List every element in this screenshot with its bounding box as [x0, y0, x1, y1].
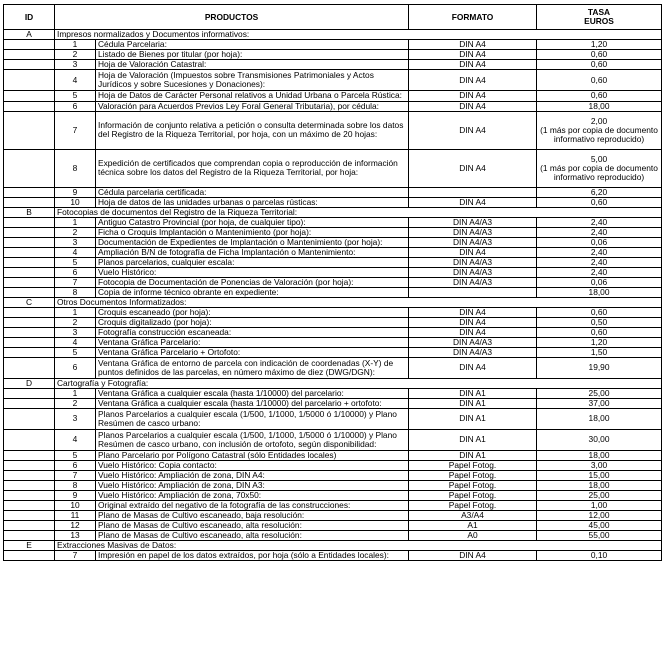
item-tasa: 25,00: [588, 490, 610, 500]
table-row: [4, 149, 662, 187]
item-number: 2: [55, 227, 96, 237]
item-tasa: 0,06: [590, 277, 608, 287]
section-title: Cartografía y Fotografía:: [55, 378, 662, 388]
row-id-cell: [4, 247, 55, 257]
item-number: 4: [55, 337, 96, 347]
item-tasa-cell: [537, 91, 662, 102]
item-tasa: 2,40: [590, 257, 608, 267]
table-row: [4, 408, 662, 429]
row-id-cell: [4, 227, 55, 237]
row-id-cell: [4, 217, 55, 227]
item-tasa-cell: [537, 277, 662, 287]
item-number: 1: [55, 217, 96, 227]
item-number: 1: [55, 388, 96, 398]
item-number: 3: [55, 237, 96, 247]
item-formato: A3/A4: [409, 510, 537, 520]
item-producto: Fotocopia de Documentación de Ponencias de Valoración (por hoja):: [96, 277, 409, 287]
item-producto: Planos parcelarios, cualquier escala:: [96, 257, 409, 267]
item-tasa-cell: [537, 149, 662, 187]
item-tasa-cell: [537, 550, 662, 560]
table-row: [4, 327, 662, 337]
item-number: 9: [55, 490, 96, 500]
item-producto: Ficha o Croquis Implantación o Mantenimiento (por hoja):: [96, 227, 409, 237]
item-tasa-cell: [537, 307, 662, 317]
item-formato: Papel Fotog.: [409, 490, 537, 500]
item-tasa-note: (1 más por copia de documento informativo reproducido): [540, 162, 658, 182]
item-producto: Documentación de Expedientes de Implantación o Mantenimiento (por hoja):: [96, 237, 409, 247]
row-id-cell: [4, 111, 55, 149]
item-tasa: 0,60: [590, 74, 608, 85]
item-tasa: 45,00: [588, 520, 610, 530]
item-formato: DIN A4: [409, 149, 537, 187]
section-id: B: [4, 207, 55, 217]
item-tasa: 30,00: [588, 434, 610, 444]
item-number: 5: [55, 347, 96, 357]
item-formato: DIN A1: [409, 429, 537, 450]
item-formato: DIN A4: [409, 60, 537, 70]
item-producto: Plano de Masas de Cultivo escaneado, alta resolución:: [96, 530, 409, 540]
item-formato: DIN A4/A3: [409, 217, 537, 227]
section-id: A: [4, 30, 55, 40]
item-producto: Plano de Masas de Cultivo escaneado, alta resolución:: [96, 520, 409, 530]
item-formato: DIN A4: [409, 197, 537, 207]
item-tasa: 2,40: [590, 247, 608, 257]
table-row: [4, 101, 662, 111]
item-formato: [409, 187, 537, 197]
table-row: [4, 217, 662, 227]
item-tasa-cell: [537, 237, 662, 247]
table-row: [4, 520, 662, 530]
item-tasa-cell: [537, 480, 662, 490]
row-id-cell: [4, 357, 55, 378]
table-row: [4, 277, 662, 287]
item-number: 7: [55, 111, 96, 149]
item-tasa: 1,50: [590, 347, 608, 357]
item-number: 7: [55, 277, 96, 287]
table-row: [4, 60, 662, 70]
item-formato: DIN A4/A3: [409, 227, 537, 237]
item-producto: Vuelo Histórico: Ampliación de zona, 70x50:: [96, 490, 409, 500]
item-producto: Expedición de certificados que comprendan copia o reproducción de información técnica sobre los datos del Registro de la Riqueza Territorial, por hoja:: [96, 149, 409, 187]
item-formato: DIN A1: [409, 398, 537, 408]
item-formato: DIN A4: [409, 50, 537, 60]
row-id-cell: [4, 40, 55, 50]
item-producto: Ventana Gráfica Parcelario + Ortofoto:: [96, 347, 409, 357]
item-tasa: 0,10: [590, 550, 608, 560]
table-row: [4, 429, 662, 450]
item-formato: DIN A4: [409, 247, 537, 257]
item-tasa: 0,60: [590, 307, 608, 317]
item-tasa-note: (1 más por copia de documento informativo reproducido): [540, 124, 658, 144]
item-formato: DIN A4/A3: [409, 347, 537, 357]
section-title: Extracciones Masivas de Datos:: [55, 540, 662, 550]
item-tasa: 12,00: [588, 510, 610, 520]
item-tasa-cell: [537, 490, 662, 500]
row-id-cell: [4, 490, 55, 500]
item-producto: Croquis escaneado (por hoja):: [96, 307, 409, 317]
item-formato: DIN A4: [409, 101, 537, 111]
row-id-cell: [4, 287, 55, 297]
item-producto: Planos Parcelarios a cualquier escala (1/500, 1/1000, 1/5000 ó 1/10000) y Plano Resúmen de casco urbano:: [96, 408, 409, 429]
item-tasa-cell: [537, 257, 662, 267]
row-id-cell: [4, 520, 55, 530]
item-tasa: 0,60: [590, 197, 608, 207]
row-id-cell: [4, 91, 55, 102]
item-tasa-cell: [537, 429, 662, 450]
item-tasa-cell: [537, 388, 662, 398]
table-row: [4, 398, 662, 408]
item-producto: Hoja de datos de las unidades urbanas o parcelas rústicas:: [96, 197, 409, 207]
item-tasa-cell: [537, 111, 662, 149]
item-formato: DIN A4/A3: [409, 267, 537, 277]
item-formato: Papel Fotog.: [409, 460, 537, 470]
item-formato: DIN A4: [409, 91, 537, 102]
item-producto: Listado de Bienes por titular (por hoja):: [96, 50, 409, 60]
item-tasa: 2,00: [590, 115, 608, 126]
item-producto: Hoja de Valoración (Impuestos sobre Transmisiones Patrimoniales y Actos Jurídicos y sobre Sucesiones y Donaciones):: [96, 70, 409, 91]
row-id-cell: [4, 257, 55, 267]
row-id-cell: [4, 450, 55, 460]
table-row: [4, 111, 662, 149]
table-row: [4, 347, 662, 357]
table-row: [4, 357, 662, 378]
item-number: 4: [55, 70, 96, 91]
item-tasa-cell: [537, 520, 662, 530]
item-producto: Ventana Gráfica a cualquier escala (hasta 1/10000) del parcelario + ortofoto:: [96, 398, 409, 408]
row-id-cell: [4, 510, 55, 520]
row-id-cell: [4, 101, 55, 111]
table-row: [4, 227, 662, 237]
row-id-cell: [4, 347, 55, 357]
item-producto: Plano Parcelario por Polígono Catastral (sólo Entidades locales): [96, 450, 409, 460]
item-tasa-cell: [537, 217, 662, 227]
row-id-cell: [4, 197, 55, 207]
item-tasa: 18,00: [588, 101, 610, 111]
header-row: [4, 5, 662, 30]
item-formato: DIN A1: [409, 408, 537, 429]
item-producto: Vuelo Histórico: Ampliación de zona, DIN A4:: [96, 470, 409, 480]
item-number: 4: [55, 247, 96, 257]
item-tasa-cell: [537, 408, 662, 429]
item-tasa-cell: [537, 327, 662, 337]
section-title: Fotocopias de documentos del Registro de la Riqueza Territorial:: [55, 207, 662, 217]
item-number: 2: [55, 317, 96, 327]
item-formato: DIN A4: [409, 40, 537, 50]
item-number: 1: [55, 40, 96, 50]
item-tasa: 0,60: [590, 49, 608, 59]
item-tasa: 1,20: [590, 337, 608, 347]
item-formato: DIN A4: [409, 317, 537, 327]
section-row: [4, 540, 662, 550]
item-tasa: 6,20: [590, 187, 608, 197]
row-id-cell: [4, 50, 55, 60]
item-tasa: 1,20: [590, 39, 608, 49]
item-producto: Ventana Gráfica a cualquier escala (hasta 1/10000) del parcelario:: [96, 388, 409, 398]
item-formato: Papel Fotog.: [409, 470, 537, 480]
item-tasa: 2,40: [590, 227, 608, 237]
row-id-cell: [4, 317, 55, 327]
table-row: [4, 197, 662, 207]
item-tasa: 18,00: [588, 287, 610, 297]
header-formato: FORMATO: [409, 5, 537, 30]
table-row: [4, 50, 662, 60]
item-tasa: 2,40: [590, 267, 608, 277]
table-row: [4, 460, 662, 470]
item-producto: Antiguo Catastro Provincial (por hoja, de cualquier tipo):: [96, 217, 409, 227]
item-number: 3: [55, 327, 96, 337]
item-formato: DIN A4: [409, 307, 537, 317]
item-number: 7: [55, 550, 96, 560]
item-tasa: 0,60: [590, 327, 608, 337]
item-number: 2: [55, 398, 96, 408]
row-id-cell: [4, 398, 55, 408]
row-id-cell: [4, 307, 55, 317]
item-tasa-cell: [537, 510, 662, 520]
table-row: [4, 187, 662, 197]
item-number: 9: [55, 187, 96, 197]
item-formato: [409, 287, 537, 297]
item-formato: DIN A1: [409, 388, 537, 398]
item-tasa-cell: [537, 317, 662, 327]
item-tasa: 3,00: [590, 460, 608, 470]
item-tasa-cell: [537, 398, 662, 408]
table-row: [4, 237, 662, 247]
item-tasa-cell: [537, 500, 662, 510]
section-id: D: [4, 378, 55, 388]
row-id-cell: [4, 530, 55, 540]
item-tasa: 0,60: [590, 90, 608, 101]
item-number: 7: [55, 470, 96, 480]
item-formato: DIN A1: [409, 450, 537, 460]
item-tasa: 0,60: [590, 59, 608, 69]
item-number: 4: [55, 429, 96, 450]
item-producto: Cédula Parcelaria:: [96, 40, 409, 50]
item-tasa: 55,00: [588, 530, 610, 540]
item-tasa: 18,00: [588, 413, 610, 423]
item-producto: Original extraído del negativo de la fotografía de las construcciones:: [96, 500, 409, 510]
item-producto: Copia de informe técnico obrante en expediente:: [96, 287, 409, 297]
item-tasa-cell: [537, 267, 662, 277]
item-number: 3: [55, 60, 96, 70]
table-row: [4, 267, 662, 277]
item-tasa: 0,50: [590, 317, 608, 327]
row-id-cell: [4, 337, 55, 347]
item-number: 5: [55, 450, 96, 460]
item-producto: Cédula parcelaria certificada:: [96, 187, 409, 197]
row-id-cell: [4, 500, 55, 510]
table-row: [4, 500, 662, 510]
item-producto: Vuelo Histórico: Ampliación de zona, DIN A3:: [96, 480, 409, 490]
table-row: [4, 550, 662, 560]
item-formato: A1: [409, 520, 537, 530]
table-row: [4, 247, 662, 257]
item-tasa-cell: [537, 347, 662, 357]
item-formato: DIN A4/A3: [409, 337, 537, 347]
table-row: [4, 337, 662, 347]
item-tasa: 37,00: [588, 398, 610, 408]
item-producto: Vuelo Histórico: Copia contacto:: [96, 460, 409, 470]
item-formato: Papel Fotog.: [409, 480, 537, 490]
item-number: 10: [55, 197, 96, 207]
item-formato: DIN A4/A3: [409, 257, 537, 267]
item-tasa-cell: [537, 101, 662, 111]
row-id-cell: [4, 187, 55, 197]
table-body: [4, 30, 662, 561]
item-formato: DIN A4/A3: [409, 277, 537, 287]
table-row: [4, 470, 662, 480]
section-row: [4, 30, 662, 40]
item-formato: DIN A4: [409, 327, 537, 337]
item-tasa-cell: [537, 197, 662, 207]
item-tasa-cell: [537, 450, 662, 460]
tasas-table: [3, 4, 662, 561]
item-number: 6: [55, 267, 96, 277]
header-id: ID: [4, 5, 55, 30]
row-id-cell: [4, 550, 55, 560]
row-id-cell: [4, 237, 55, 247]
item-tasa-cell: [537, 50, 662, 60]
item-number: 6: [55, 460, 96, 470]
item-tasa-cell: [537, 227, 662, 237]
item-producto: Planos Parcelarios a cualquier escala (1/500, 1/1000, 1/5000 ó 1/10000) y Plano Resúmen de casco urbano, con inclusión de ortofoto, según disponibilidad:: [96, 429, 409, 450]
table-row: [4, 530, 662, 540]
row-id-cell: [4, 388, 55, 398]
item-producto: Plano de Masas de Cultivo escaneado, baja resolución:: [96, 510, 409, 520]
item-number: 5: [55, 257, 96, 267]
item-tasa: 25,00: [588, 388, 610, 398]
table-row: [4, 317, 662, 327]
item-number: 10: [55, 500, 96, 510]
table-row: [4, 40, 662, 50]
item-producto: Impresión en papel de los datos extraídos, por hoja (sólo a Entidades locales):: [96, 550, 409, 560]
table-row: [4, 287, 662, 297]
item-producto: Información de conjunto relativa a petición o consulta determinada sobre los datos del Registro de la Riqueza Territorial, por hoja, con un máximo de 20 hojas:: [96, 111, 409, 149]
item-producto: Ventana Gráfica Parcelario:: [96, 337, 409, 347]
header-tasa-line1: TASA: [587, 7, 611, 17]
item-formato: Papel Fotog.: [409, 500, 537, 510]
item-formato: DIN A4: [409, 111, 537, 149]
item-formato: DIN A4: [409, 550, 537, 560]
item-tasa-cell: [537, 337, 662, 347]
item-number: 1: [55, 307, 96, 317]
item-number: 8: [55, 287, 96, 297]
row-id-cell: [4, 460, 55, 470]
item-tasa: 0,06: [590, 237, 608, 247]
row-id-cell: [4, 60, 55, 70]
table-row: [4, 91, 662, 102]
item-number: 2: [55, 50, 96, 60]
item-formato: A0: [409, 530, 537, 540]
item-tasa: 18,00: [588, 450, 610, 460]
row-id-cell: [4, 470, 55, 480]
item-number: 8: [55, 480, 96, 490]
item-tasa-cell: [537, 70, 662, 91]
item-tasa: 1,00: [590, 500, 608, 510]
item-tasa-cell: [537, 187, 662, 197]
item-tasa-cell: [537, 60, 662, 70]
item-tasa-cell: [537, 247, 662, 257]
item-producto: Valoración para Acuerdos Previos Ley Foral General Tributaria), por cédula:: [96, 101, 409, 111]
header-tasa: [537, 5, 662, 30]
row-id-cell: [4, 149, 55, 187]
item-producto: Hoja de Valoración Catastral:: [96, 60, 409, 70]
header-productos: PRODUCTOS: [55, 5, 409, 30]
item-tasa-cell: [537, 460, 662, 470]
row-id-cell: [4, 327, 55, 337]
section-title: Otros Documentos Informatizados:: [55, 297, 662, 307]
item-producto: Ventana Gráfica de entorno de parcela con indicación de coordenadas (X-Y) de puntos definidos de las parcelas, en número máximo de diez (DWG/DGN):: [96, 357, 409, 378]
item-number: 3: [55, 408, 96, 429]
row-id-cell: [4, 408, 55, 429]
row-id-cell: [4, 70, 55, 91]
section-id: C: [4, 297, 55, 307]
item-number: 11: [55, 510, 96, 520]
table-row: [4, 257, 662, 267]
item-producto: Vuelo Histórico:: [96, 267, 409, 277]
table-row: [4, 490, 662, 500]
table-row: [4, 307, 662, 317]
item-number: 8: [55, 149, 96, 187]
item-number: 5: [55, 91, 96, 102]
section-row: [4, 378, 662, 388]
item-number: 6: [55, 101, 96, 111]
table-row: [4, 450, 662, 460]
item-producto: Croquis digitalizado (por hoja):: [96, 317, 409, 327]
row-id-cell: [4, 277, 55, 287]
item-formato: DIN A4: [409, 70, 537, 91]
row-id-cell: [4, 267, 55, 277]
section-title: Impresos normalizados y Documentos informativos:: [55, 30, 662, 40]
item-producto: Ampliación B/N de fotografía de Ficha Implantación o Mantenimiento:: [96, 247, 409, 257]
item-number: 13: [55, 530, 96, 540]
section-row: [4, 207, 662, 217]
item-formato: DIN A4/A3: [409, 237, 537, 247]
item-tasa-cell: [537, 287, 662, 297]
item-producto: Hoja de Datos de Carácter Personal relativos a Unidad Urbana o Parcela Rústica:: [96, 91, 409, 102]
table-row: [4, 510, 662, 520]
item-tasa: 2,40: [590, 217, 608, 227]
item-formato: DIN A4: [409, 357, 537, 378]
item-tasa-cell: [537, 357, 662, 378]
item-tasa: 5,00: [590, 153, 608, 164]
item-tasa-cell: [537, 40, 662, 50]
table-row: [4, 388, 662, 398]
row-id-cell: [4, 480, 55, 490]
table-row: [4, 70, 662, 91]
item-tasa: 19,90: [588, 362, 610, 372]
table-row: [4, 480, 662, 490]
item-tasa-cell: [537, 530, 662, 540]
item-tasa: 18,00: [588, 480, 610, 490]
item-producto: Fotografía construcción escaneada:: [96, 327, 409, 337]
section-id: E: [4, 540, 55, 550]
tasas-table-container: [3, 4, 661, 561]
item-tasa-cell: [537, 470, 662, 480]
item-tasa: 15,00: [588, 470, 610, 480]
item-number: 12: [55, 520, 96, 530]
header-tasa-line2: EUROS: [584, 16, 614, 26]
section-row: [4, 297, 662, 307]
row-id-cell: [4, 429, 55, 450]
item-number: 6: [55, 357, 96, 378]
